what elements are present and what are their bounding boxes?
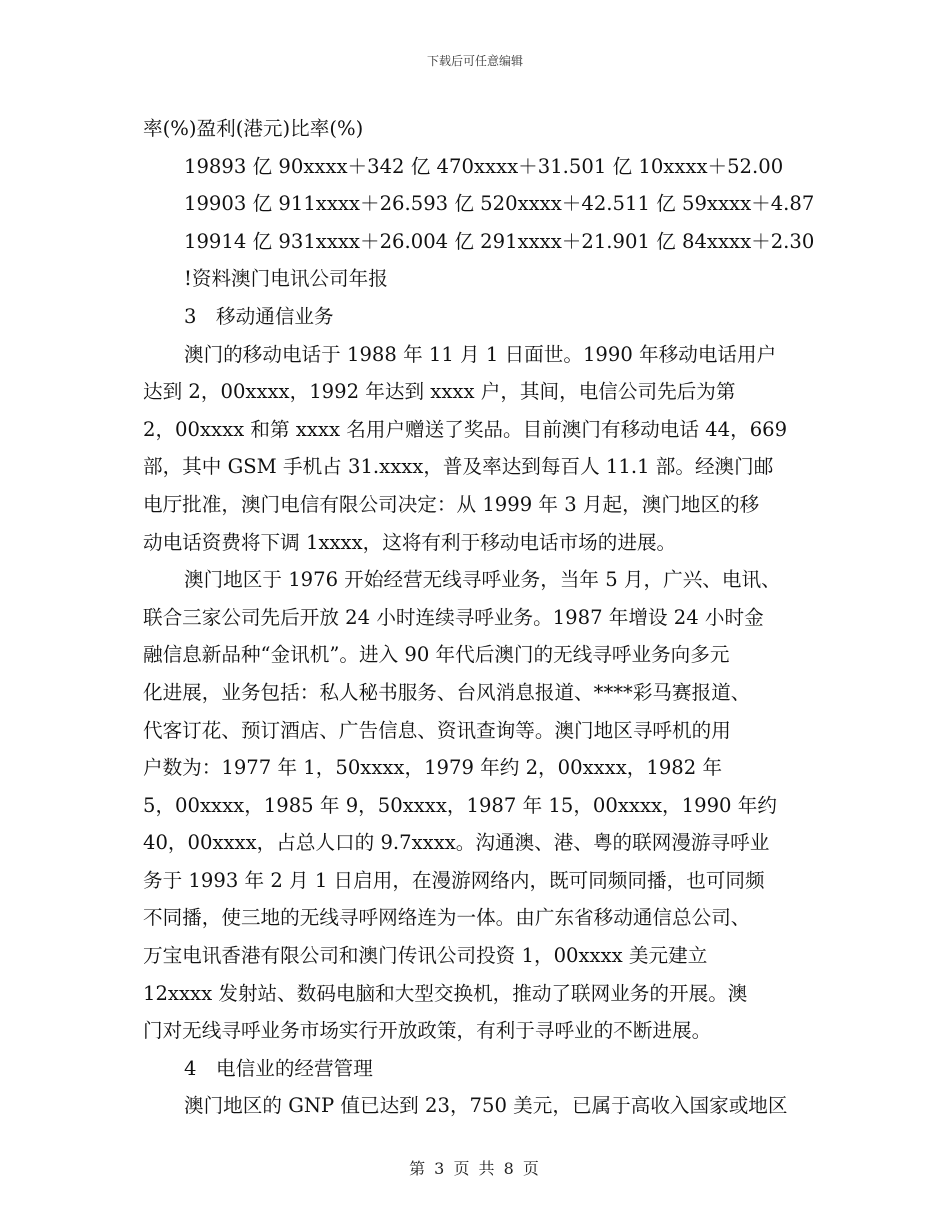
- text-line: 澳门的移动电话于 1988 年 11 月 1 日面世。1990 年移动电话用户: [184, 342, 777, 366]
- text-line: 户数为：1977 年 1，50xxxx，1979 年约 2，00xxxx，1982 年: [143, 756, 723, 780]
- page-header: 下载后可任意编辑: [426, 54, 523, 68]
- text-line: 不同播，使三地的无线寻呼网络连为一体。由广东省移动通信总公司、: [143, 906, 751, 930]
- text-line: 19893 亿 90xxxx＋342 亿 470xxxx＋31.501 亿 10xxxx＋52.00: [184, 154, 784, 178]
- text-line: 澳门地区于 1976 开始经营无线寻呼业务，当年 5 月，广兴、电讯、: [184, 568, 781, 592]
- text-line: 达到 2，00xxxx，1992 年达到 xxxx 户，其间，电信公司先后为第: [143, 380, 736, 404]
- text-line: 3 移动通信业务: [184, 304, 334, 328]
- text-line: 40，00xxxx，占总人口的 9.7xxxx。沟通澳、港、粤的联网漫游寻呼业: [143, 831, 770, 855]
- text-line: 动电话资费将下调 1xxxx，这将有利于移动电话市场的进展。: [143, 530, 677, 554]
- text-line: 5，00xxxx，1985 年 9，50xxxx，1987 年 15，00xxxx，1990 年约: [143, 793, 777, 817]
- page-footer: 第 3 页 共 8 页: [409, 1159, 541, 1178]
- text-line: 率(%)盈利(港元)比率(%): [143, 117, 364, 140]
- text-line: 电厅批准，澳门电信有限公司决定：从 1999 年 3 月起，澳门地区的移: [143, 492, 760, 516]
- text-line: 门对无线寻呼业务市场实行开放政策，有利于寻呼业的不断进展。: [143, 1019, 712, 1043]
- text-line: 4 电信业的经营管理: [184, 1056, 373, 1080]
- text-line: 19903 亿 911xxxx＋26.593 亿 520xxxx＋42.511 亿 59xxxx＋4.87: [184, 192, 815, 216]
- text-line: 部，其中 GSM 手机占 31.xxxx，普及率达到每百人 11.1 部。经澳门邮: [143, 455, 774, 479]
- text-line: 万宝电讯香港有限公司和澳门传讯公司投资 1，00xxxx 美元建立: [143, 944, 708, 968]
- text-line: 12xxxx 发射站、数码电脑和大型交换机，推动了联网业务的开展。澳: [143, 981, 748, 1005]
- text-line: 联合三家公司先后开放 24 小时连续寻呼业务。1987 年增设 24 小时金: [143, 605, 764, 629]
- text-line: 化进展，业务包括：私人秘书服务、台风消息报道、****彩马赛报道、: [143, 680, 751, 704]
- text-line: 19914 亿 931xxxx＋26.004 亿 291xxxx＋21.901 亿 84xxxx＋2.30: [184, 229, 815, 253]
- text-line: 澳门地区的 GNP 值已达到 23，750 美元，已属于高收入国家或地区: [184, 1094, 788, 1118]
- text-line: 融信息新品种“金讯机”。进入 90 年代后澳门的无线寻呼业务向多元: [143, 643, 730, 667]
- text-line: 代客订花、预订酒店、广告信息、资讯查询等。澳门地区寻呼机的用: [143, 718, 731, 742]
- text-line: 2，00xxxx 和第 xxxx 名用户赠送了奖品。目前澳门有移动电话 44，669: [143, 417, 788, 441]
- text-line: 务于 1993 年 2 月 1 日启用，在漫游网络内，既可同频同播，也可同频: [143, 868, 765, 892]
- text-line: !资料澳门电讯公司年报: [184, 267, 388, 291]
- document-body: [143, 110, 815, 1125]
